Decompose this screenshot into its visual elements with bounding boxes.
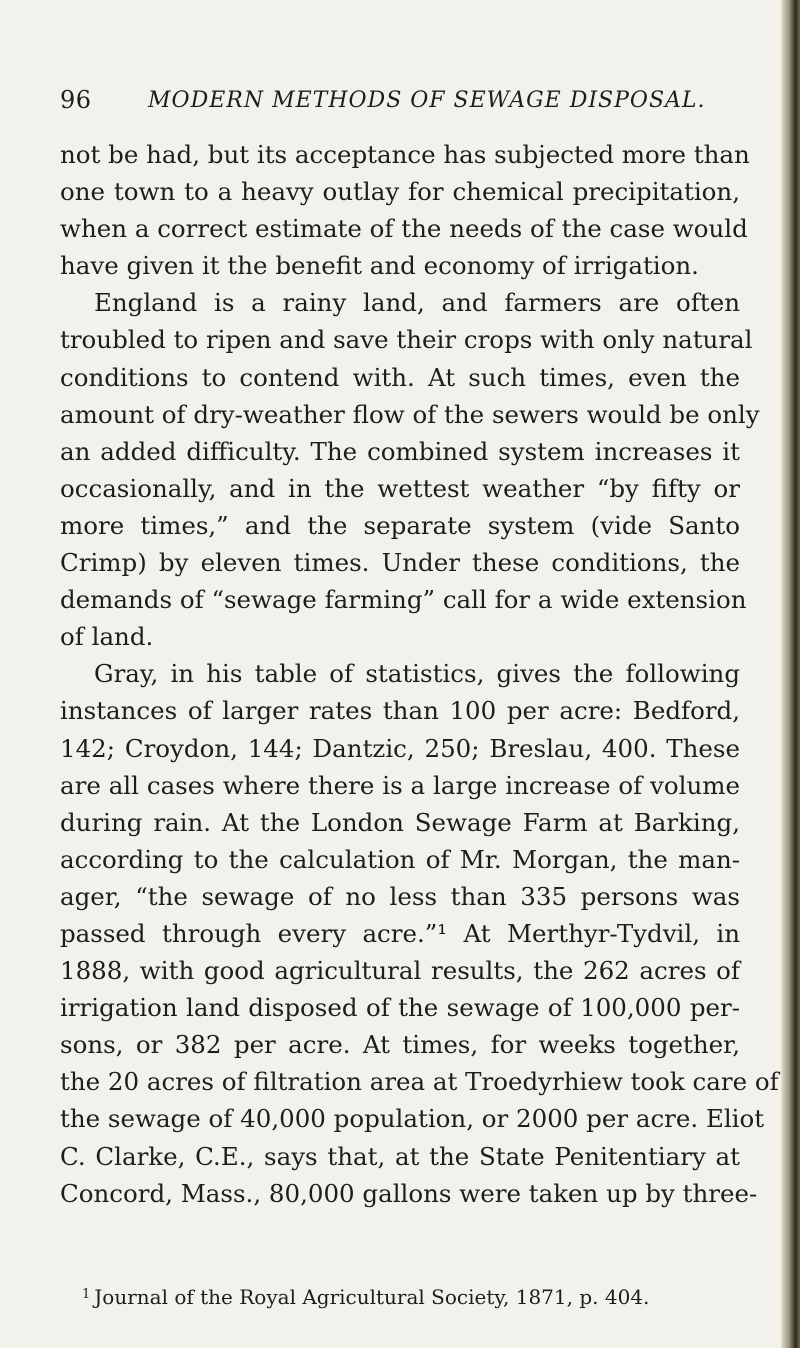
text-line: according to the calculation of Mr. Morgan, the man- [60, 844, 740, 874]
body-text [60, 136, 779, 1212]
page-number: 96 [60, 86, 92, 114]
text-line: during rain. At the London Sewage Farm at Barking, [60, 807, 740, 837]
text-line: occasionally, and in the wettest weather “by fifty or [60, 473, 740, 503]
text-line: amount of dry-weather flow of the sewers would be only [60, 399, 760, 429]
text-line: the 20 acres of filtration area at Troedyrhiew took care of [60, 1067, 779, 1097]
text-line: 1888, with good agricultural results, the 262 acres of [60, 956, 740, 986]
running-head [60, 86, 740, 116]
text-line: 142; Croydon, 144; Dantzic, 250; Breslau, 400. These [60, 733, 740, 763]
footnote-marker: 1 [82, 1287, 91, 1302]
text-line: passed through every acre.”¹ At Merthyr-Tydvil, in [60, 918, 740, 948]
text-line: sons, or 382 per acre. At times, for weeks together, [60, 1030, 740, 1060]
text-line: demands of “sewage farming” call for a wide extension [60, 585, 747, 615]
text-line: more times,” and the separate system (vide Santo [60, 510, 740, 540]
text-line: of land. [60, 622, 154, 652]
running-title: MODERN METHODS OF SEWAGE DISPOSAL. [148, 88, 706, 113]
text-line: when a correct estimate of the needs of the case would [60, 214, 748, 244]
footnote-text: Journal of the Royal Agricultural Society, 1871, p. 404. [94, 1285, 650, 1309]
text-line: Concord, Mass., 80,000 gallons were taken up by three- [60, 1178, 758, 1208]
text-line: are all cases where there is a large increase of volume [60, 770, 740, 800]
text-line: one town to a heavy outlay for chemical precipitation, [60, 177, 740, 207]
text-line: C. Clarke, C.E., says that, at the State Penitentiary at [60, 1141, 740, 1171]
text-line: ager, “the sewage of no less than 335 persons was [60, 881, 740, 911]
text-line: not be had, but its acceptance has subjected more than [60, 140, 750, 169]
text-line: Crimp) by eleven times. Under these conditions, the [60, 548, 740, 578]
text-line: conditions to contend with. At such times, even the [60, 362, 740, 392]
text-line: the sewage of 40,000 population, or 2000 per acre. Eliot [60, 1104, 765, 1134]
footnote [82, 1285, 762, 1309]
binding-edge [782, 0, 800, 1348]
text-line: an added difficulty. The combined system increases it [60, 436, 740, 466]
text-line: troubled to ripen and save their crops with only natural [60, 325, 753, 355]
text-line: England is a rainy land, and farmers are often [94, 288, 740, 318]
text-line: irrigation land disposed of the sewage of 100,000 per- [60, 993, 740, 1023]
text-line: have given it the benefit and economy of irrigation. [60, 251, 699, 281]
text-line: Gray, in his table of statistics, gives the following [94, 659, 740, 689]
text-line: instances of larger rates than 100 per acre: Bedford, [60, 696, 740, 726]
